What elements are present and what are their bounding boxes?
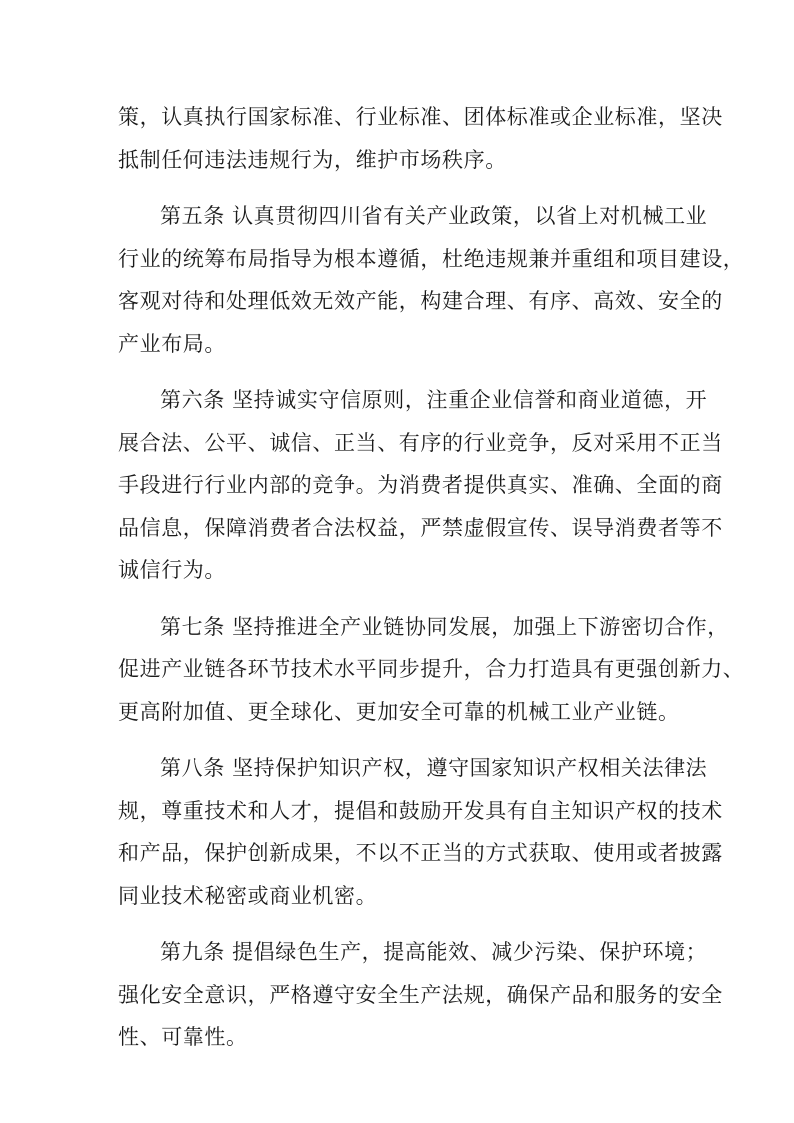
text-line: 行业的统筹布局指导为根本遵循，杜绝违规兼并重组和项目建设，	[118, 246, 745, 271]
text-line: 更高附加值、更全球化、更加安全可靠的机械工业产业链。	[118, 699, 680, 724]
text-line: 品信息，保障消费者合法权益，严禁虚假宣传、误导消费者等不	[118, 515, 723, 540]
text-line: 和产品，保护创新成果，不以不正当的方式获取、使用或者披露	[118, 841, 723, 865]
text-line: 展合法、公平、诚信、正当、有序的行业竞争，反对采用不正当	[118, 430, 723, 455]
text-line: 第七条 坚持推进全产业链协同发展，加强上下游密切合作，	[160, 614, 729, 639]
text-line: 规，尊重技术和人才，提倡和鼓励开发具有自主知识产权的技术	[118, 798, 723, 823]
text-line: 第五条 认真贯彻四川省有关产业政策，以省上对机械工业	[160, 204, 708, 228]
article-9	[118, 931, 723, 1059]
text-line: 抵制任何违法违规行为，维护市场秩序。	[118, 147, 507, 172]
text-line: 诚信行为。	[118, 558, 226, 582]
text-line: 强化安全意识，严格遵守安全生产法规，确保产品和服务的安全	[118, 982, 723, 1007]
article-7	[118, 606, 745, 734]
text-line: 第九条 提倡绿色生产，提高能效、减少污染、保护环境；	[160, 940, 708, 964]
text-line: 性、可靠性。	[118, 1025, 248, 1049]
text-line: 同业技术秘密或商业机密。	[118, 883, 378, 908]
text-line: 产业布局。	[118, 331, 226, 356]
document-body	[118, 96, 745, 1073]
article-5	[118, 195, 745, 365]
text-line: 第六条 坚持诚实守信原则，注重企业信誉和商业道德，开	[160, 388, 708, 412]
article-6	[118, 379, 723, 592]
text-line: 促进产业链各环节技术水平同步提升，合力打造具有更强创新力、	[118, 657, 745, 681]
text-line: 第八条 坚持保护知识产权，遵守国家知识产权相关法律法	[160, 756, 708, 780]
text-line: 策，认真执行国家标准、行业标准、团体标准或企业标准，坚决	[118, 105, 723, 129]
paragraph-continuation	[118, 96, 723, 181]
text-line: 手段进行行业内部的竞争。为消费者提供真实、准确、全面的商	[118, 473, 723, 497]
text-line: 客观对待和处理低效无效产能，构建合理、有序、高效、安全的	[118, 289, 723, 313]
article-8	[118, 747, 723, 917]
